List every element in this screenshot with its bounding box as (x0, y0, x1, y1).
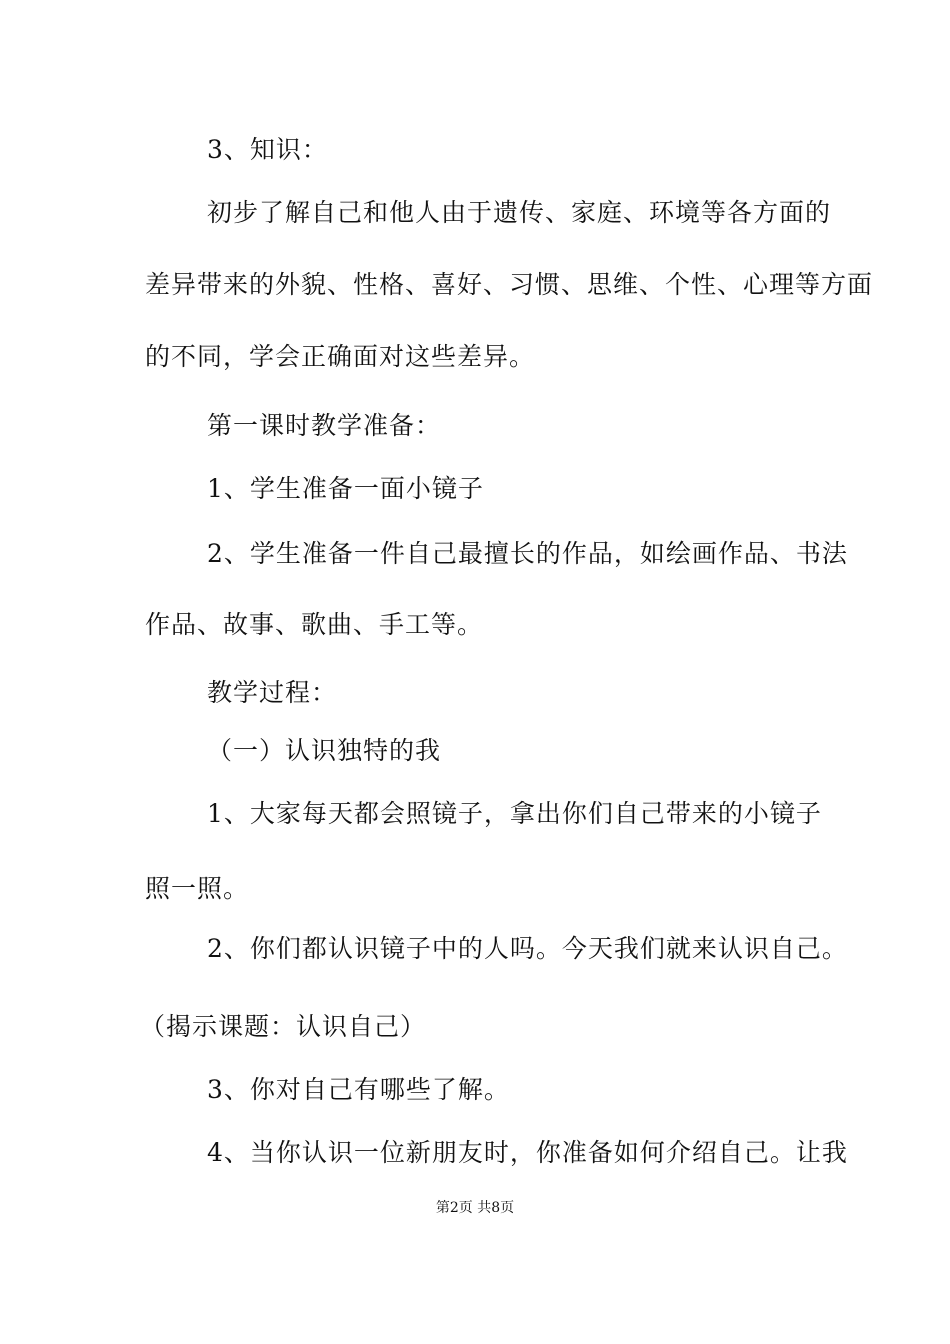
paragraph-process-heading: 教学过程： (207, 678, 338, 707)
paragraph-step-4: 4、当你认识一位新朋友时，你准备如何介绍自己。让我 (207, 1138, 848, 1167)
paragraph-knowledge-heading: 3、知识： (207, 135, 328, 164)
paragraph-lesson-prep-heading: 第一课时教学准备： (207, 411, 442, 440)
paragraph-prep-item-2-line-1: 2、学生准备一件自己最擅长的作品，如绘画作品、书法 (207, 539, 848, 568)
paragraph-step-1-line-2: 照一照。 (145, 874, 250, 903)
paragraph-section-one-heading: （一）认识独特的我 (207, 736, 442, 765)
paragraph-reveal-title: （揭示课题：认识自己） (140, 1012, 427, 1041)
paragraph-step-2: 2、你们都认识镜子中的人吗。今天我们就来认识自己。 (207, 934, 848, 963)
paragraph-knowledge-line-2: 差异带来的外貌、性格、喜好、习惯、思维、个性、心理等方面 (145, 270, 874, 299)
paragraph-prep-item-1: 1、学生准备一面小镜子 (207, 474, 484, 503)
paragraph-knowledge-line-3: 的不同，学会正确面对这些差异。 (145, 342, 536, 371)
paragraph-knowledge-line-1: 初步了解自己和他人由于遗传、家庭、环境等各方面的 (207, 198, 832, 227)
paragraph-prep-item-2-line-2: 作品、故事、歌曲、手工等。 (145, 610, 484, 639)
paragraph-step-3: 3、你对自己有哪些了解。 (207, 1075, 510, 1104)
page-number-footer: 第2页 共8页 (435, 1200, 515, 1216)
paragraph-step-1-line-1: 1、大家每天都会照镜子，拿出你们自己带来的小镜子 (207, 799, 822, 828)
